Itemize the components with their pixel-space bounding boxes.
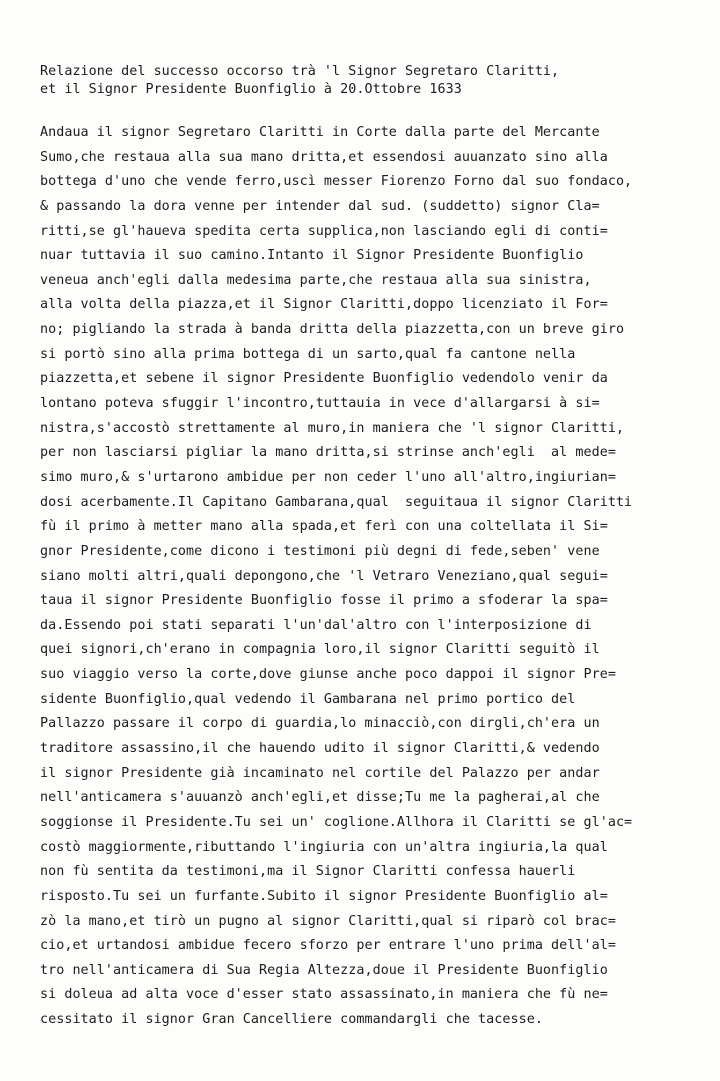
body-line: ritti,se gl'haueva spedita certa supplica,non lasciando egli di conti= (40, 223, 608, 239)
body-line: nell'anticamera s'auuanzò anch'egli,et disse;Tu me la pagherai,al che (40, 790, 600, 806)
body-line: simo muro,& s'urtarono ambidue per non ceder l'uno all'altro,ingiurian= (40, 469, 616, 485)
body-line: Sumo,che restaua alla sua mano dritta,et essendosi auuanzato sino alla (40, 149, 608, 165)
body-line: Andaua il signor Segretaro Claritti in Corte dalla parte del Mercante (40, 125, 600, 140)
body-line: il signor Presidente già incaminato nel cortile del Palazzo per andar (40, 765, 600, 781)
body-line: lontano poteva sfuggir l'incontro,tuttauia in vece d'allargarsi à si= (40, 396, 600, 412)
body-line: nuar tuttavia il suo camino.Intanto il Signor Presidente Buonfiglio (40, 248, 584, 264)
body-line: cessitato il signor Gran Cancelliere commandargli che tacesse. (40, 1012, 543, 1028)
document-body (40, 121, 632, 1033)
body-line: cio,et urtandosi ambidue fecero sforzo per entrare l'uno prima dell'al= (40, 938, 616, 954)
body-line: si doleua ad alta voce d'esser stato assassinato,in maniera che fù ne= (40, 987, 608, 1003)
body-line: Pallazzo passare il corpo di guardia,lo minacciò,con dirgli,ch'era un (40, 716, 600, 732)
title-line: Relazione del successo occorso trà 'l Signor Segretaro Claritti, (40, 64, 560, 79)
body-line: si portò sino alla prima bottega di un sarto,qual fa cantone nella (40, 346, 576, 362)
body-line: nistra,s'accostò strettamente al muro,in maniera che 'l signor Claritti, (40, 420, 625, 436)
body-line: da.Essendo poi stati separati l'un'dal'altro con l'interposizione di (40, 617, 592, 633)
body-line: non fù sentita da testimoni,ma il Signor Claritti confessa hauerli (40, 864, 576, 880)
body-line: piazzetta,et sebene il signor Presidente Buonfiglio vedendolo venir da (40, 371, 608, 387)
body-line: dosi acerbamente.Il Capitano Gambarana,qual seguitaua il signor Claritti (40, 494, 633, 510)
body-line: quei signori,ch'erano in compagnia loro,il signor Claritti seguitò il (40, 642, 600, 658)
body-line: zò la mano,et tirò un pugno al signor Claritti,qual si riparò col brac= (40, 913, 616, 929)
body-line: fù il primo à metter mano alla spada,et ferì con una coltellata il Si= (40, 519, 608, 535)
body-line: tro nell'anticamera di Sua Regia Altezza,doue il Presidente Buonfiglio (40, 962, 608, 978)
body-line: siano molti altri,quali depongono,che 'l Vetraro Veneziano,qual segui= (40, 568, 608, 584)
body-line: traditore assassino,il che hauendo udito il signor Claritti,& vedendo (40, 741, 600, 757)
body-line: risposto.Tu sei un furfante.Subito il signor Presidente Buonfiglio al= (40, 888, 608, 904)
body-line: taua il signor Presidente Buonfiglio fosse il primo a sfoderar la spa= (40, 593, 608, 609)
body-line: bottega d'uno che vende ferro,uscì messer Fiorenzo Forno dal suo fondaco, (40, 174, 633, 190)
body-line: costò maggiormente,ributtando l'ingiuria con un'altra ingiuria,la qual (40, 839, 608, 855)
body-line: alla volta della piazza,et il Signor Claritti,doppo licenziato il For= (40, 297, 608, 313)
body-line: gnor Presidente,come dicono i testimoni più degni di fede,seben' vene (40, 543, 600, 559)
title-line: et il Signor Presidente Buonfiglio à 20.Ottobre 1633 (40, 82, 462, 97)
body-line: sidente Buonfiglio,qual vedendo il Gambarana nel primo portico del (40, 691, 576, 707)
body-line: veneua anch'egli dalla medesima parte,che restaua alla sua sinistra, (40, 272, 592, 288)
document-title (40, 63, 559, 99)
body-line: soggionse il Presidente.Tu sei un' coglione.Allhora il Claritti se gl'ac= (40, 814, 633, 830)
body-line: suo viaggio verso la corte,dove giunse anche poco dappoi il signor Pre= (40, 667, 616, 683)
body-line: no; pigliando la strada à banda dritta della piazzetta,con un breve giro (40, 322, 625, 338)
body-line: per non lasciarsi pigliar la mano dritta,si strinse anch'egli al mede= (40, 445, 616, 461)
body-line: & passando la dora venne per intender dal sud. (suddetto) signor Cla= (40, 198, 600, 214)
